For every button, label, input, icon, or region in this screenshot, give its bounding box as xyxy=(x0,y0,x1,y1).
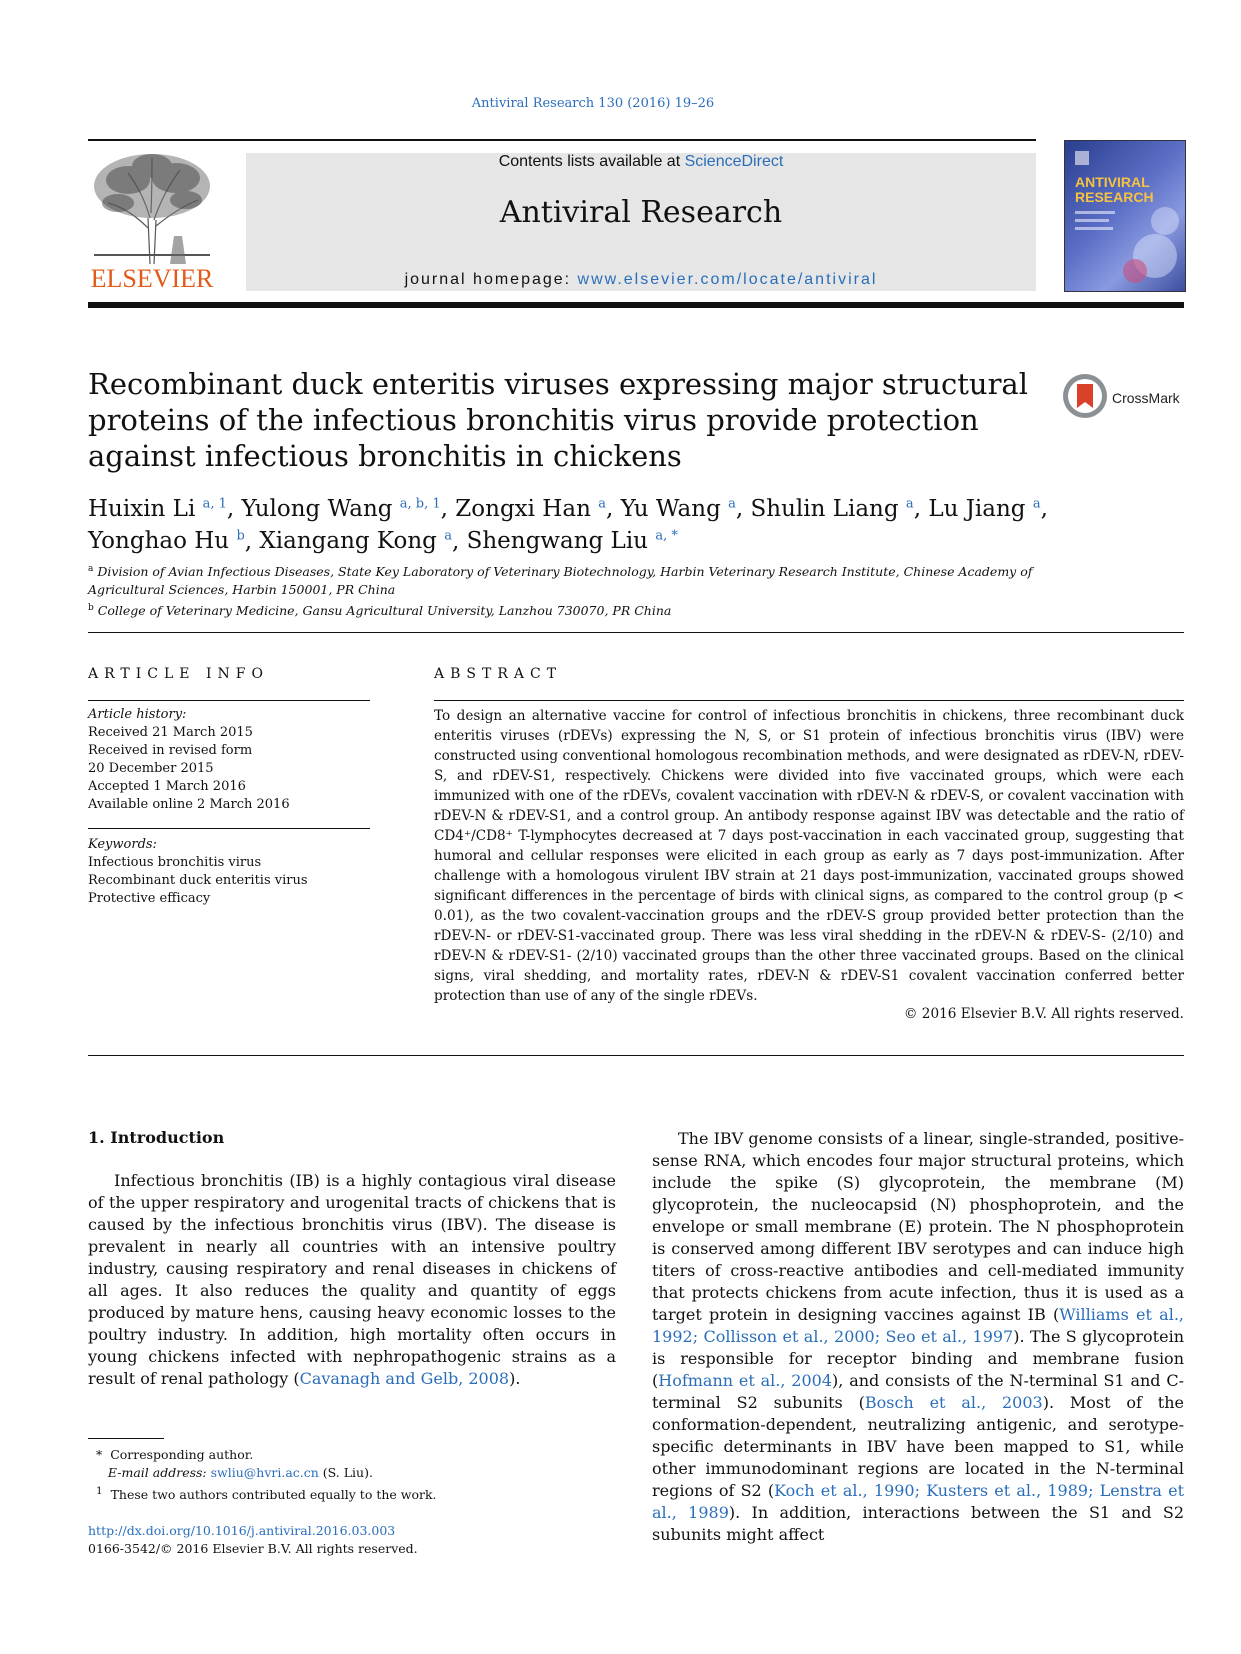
reference-link[interactable]: Koch et al., 1990; Kusters et al., 1989; Lenstra et al., 1989 xyxy=(652,1481,1184,1522)
contents-prefix: Contents lists available at xyxy=(498,153,685,170)
journal-title: Antiviral Research xyxy=(499,195,783,230)
keyword: Recombinant duck enteritis virus xyxy=(88,873,308,888)
right-column-paragraph: The IBV genome consists of a linear, single-stranded, positive-sense RNA, which encodes four major structural proteins, which include the spike (S) glycoprotein, the membrane (M) glycoprotein, the nucleocapsid (N) phosphoprotein, and the envelope or small membrane (E) protein. The N phosphoprotein is conserved among different IBV serotypes and can induce high titers of cross-reactive antibodies and cell-mediated immunity that protects chickens from acute infection, thus it is used as a target protein in designing vaccines against IB (Williams et al., 1992; Collisson et al., 2000; Seo et al., 1997). The S glycoprotein is responsible for receptor binding and membrane fusion (Hofmann et al., 2004), and consists of the N-terminal S1 and C-terminal S2 subunits (Bosch et al., 2003). Most of the conformation-dependent, neutralizing antigenic, and serotype-specific determinants in IBV have been mapped to S1, while other immunodominant regions are located in the N-terminal regions of S2 (Koch et al., 1990; Kusters et al., 1989; Lenstra et al., 1989). In addition, interactions between the S1 and S2 subunits might affect xyxy=(652,1129,1185,1544)
keywords-rule xyxy=(88,828,370,829)
author[interactable]: Shulin Liang $^a$ xyxy=(750,495,914,522)
footnote-corresponding: * Corresponding author. xyxy=(96,1447,254,1462)
elsevier-tree-icon xyxy=(88,148,216,266)
journal-cover-image[interactable] xyxy=(1064,140,1186,292)
history-item: Received 21 March 2015 xyxy=(88,725,253,740)
abstract-text: To design an alternative vaccine for control of infectious bronchitis in chickens, three recombinant duck enteritis viruses (rDEVs) expressing the N, S, or S1 protein of infectious bronchitis virus (IBV) were constructed using conventional homologous recombination methods, and were designated as rDEV-N, rDEV-S, and rDEV-S1, respectively. Chickens were divided into five vaccinated groups, which were each immunized with one of the rDEVs, covalent vaccination with rDEV-N & rDEV-S, or covalent vaccination with rDEV-N & rDEV-S1, and a control group. An antibody response against IBV was detectable and the ratio of CD4⁺/CD8⁺ T-lymphocytes decreased at 7 days post-vaccination in each vaccinated group, suggesting that humoral and cellular responses were elicited in each group as early as 7 days post-immunization. After challenge with a homologous virulent IBV strain at 21 days post-immunization, vaccinated groups showed significant differences in the percentage of birds with clinical signs, as compared to the control group (p < 0.01), as the two covalent-vaccination groups and the rDEV-S group provided better protection than the rDEV-N- or rDEV-S1-vaccinated group. There was less viral shedding in the rDEV-N & rDEV-S- (2/10) and rDEV-N & rDEV-S1- (2/10) vaccinated groups than the other three vaccinated groups. Based on the clinical signs, viral shedding, and mortality rates, rDEV-N & rDEV-S1 covalent vaccination conferred better protection than use of any of the single rDEVs. xyxy=(434,708,1184,1004)
abstract-copyright: © 2016 Elsevier B.V. All rights reserved. xyxy=(903,1006,1184,1022)
affiliation-b: $^b$ College of Veterinary Medicine, Gansu Agricultural University, Lanzhou 730070, PR China xyxy=(88,603,672,619)
section-rule xyxy=(88,632,1184,633)
abstract-heading: ABSTRACT xyxy=(434,666,563,682)
contents-line xyxy=(246,153,1036,171)
crossmark-badge[interactable] xyxy=(1062,372,1186,420)
history-item: Available online 2 March 2016 xyxy=(88,797,290,812)
journal-citation[interactable]: Antiviral Research 130 (2016) 19–26 xyxy=(471,96,715,111)
body-rule xyxy=(88,1055,1184,1056)
history-item: Received in revised form xyxy=(88,743,253,758)
author[interactable]: Lu Jiang $^a$ xyxy=(928,495,1041,522)
journal-banner xyxy=(246,153,1036,291)
footnote-email: E-mail address: swliu@hvri.ac.cn (S. Liu). xyxy=(107,1465,373,1480)
cover-title-line-1: ANTIVIRAL xyxy=(1075,174,1150,190)
keywords xyxy=(88,836,370,908)
history-item: 20 December 2015 xyxy=(88,761,214,776)
issn-line: 0166-3542/© 2016 Elsevier B.V. All rights reserved. xyxy=(88,1541,418,1556)
crossmark-label: CrossMark xyxy=(1112,390,1180,406)
elsevier-wordmark: ELSEVIER xyxy=(90,264,214,293)
author[interactable]: Yonghao Hu $^b$ xyxy=(88,528,245,555)
email-link[interactable]: swliu@hvri.ac.cn xyxy=(210,1465,319,1480)
doi-block xyxy=(88,1522,608,1558)
footnote-equal-contribution: $^1$ These two authors contributed equally to the work. xyxy=(96,1485,437,1503)
introduction-heading: 1. Introduction xyxy=(88,1128,225,1147)
elsevier-logo[interactable] xyxy=(88,148,216,294)
article-history xyxy=(88,706,370,814)
author[interactable]: Huixin Li $^{a, 1}$ xyxy=(88,495,227,522)
affiliations xyxy=(88,560,1048,620)
author[interactable]: Zongxi Han $^a$ xyxy=(455,495,606,522)
intro-paragraph: Infectious bronchitis (IB) is a highly contagious viral disease of the upper respiratory and urogenital tracts of chickens that is caused by the infectious bronchitis virus (IBV). The disease is prevalent in nearly all countries with an intensive poultry industry, causing respiratory and renal diseases in chickens of all ages. It also reduces the quality and quantity of eggs produced by mature hens, causing heavy economic losses to the poultry industry. In addition, high mortality often occurs in young chickens infected with nephropathogenic strains as a result of renal pathology (Cavanagh and Gelb, 2008). xyxy=(88,1171,616,1388)
cover-title-line-2: RESEARCH xyxy=(1075,189,1154,205)
homepage-link[interactable]: www.elsevier.com/locate/antiviral xyxy=(577,271,878,288)
author[interactable]: Xiangang Kong $^a$ xyxy=(259,528,452,555)
author[interactable]: Shengwang Liu $^{a, *}$ xyxy=(466,528,678,555)
reference-link[interactable]: Hofmann et al., 2004 xyxy=(658,1371,833,1390)
affiliation-a: $^a$ Division of Avian Infectious Diseases, State Key Laboratory of Veterinary Biotechnology, Harbin Veterinary Research Institute, Chinese Academy of Agricultural Sciences, Harbin 150001, PR China xyxy=(88,564,1033,598)
author[interactable]: Yulong Wang $^{a, b, 1}$ xyxy=(241,495,441,522)
abstract-rule xyxy=(434,700,1184,701)
homepage-prefix: journal homepage: xyxy=(404,271,578,288)
history-label: Article history: xyxy=(88,707,187,722)
cover-title xyxy=(1075,175,1154,205)
header-thick-rule xyxy=(88,302,1184,308)
sciencedirect-link[interactable]: ScienceDirect xyxy=(684,153,784,170)
homepage-line xyxy=(246,271,1036,289)
author[interactable]: Yu Wang $^a$ xyxy=(620,495,736,522)
article-info-rule xyxy=(88,700,370,701)
footnote-rule xyxy=(88,1438,164,1439)
header-rule xyxy=(88,139,1036,141)
reference-link[interactable]: Bosch et al., 2003 xyxy=(864,1393,1043,1412)
crossmark-icon xyxy=(1062,372,1108,420)
reference-link[interactable]: Williams et al., 1992; Collisson et al., 2000; Seo et al., 1997 xyxy=(652,1305,1185,1346)
keywords-label: Keywords: xyxy=(88,837,157,852)
footnotes xyxy=(92,1446,612,1504)
reference-link[interactable]: Cavanagh and Gelb, 2008 xyxy=(299,1369,510,1388)
author-list: Huixin Li $^{a, 1}$, Yulong Wang $^{a, b, 1}$, Zongxi Han $^a$, Yu Wang $^a$, Shulin Liang $^a$, Lu Jiang $^a$, Yonghao Hu $^b$, Xiangang Kong $^a$, Shengwang Liu $^{a, *}$ xyxy=(88,495,1048,555)
history-item: Accepted 1 March 2016 xyxy=(88,779,246,794)
keyword: Protective efficacy xyxy=(88,891,211,906)
article-title: Recombinant duck enteritis viruses expressing major structural proteins of the infectious bronchitis virus provide protection against infectious bronchitis in chickens xyxy=(88,367,1028,473)
article-info-heading: ARTICLE INFO xyxy=(88,666,269,682)
doi-link[interactable]: http://dx.doi.org/10.1016/j.antiviral.2016.03.003 xyxy=(88,1523,396,1538)
keyword: Infectious bronchitis virus xyxy=(88,855,262,870)
